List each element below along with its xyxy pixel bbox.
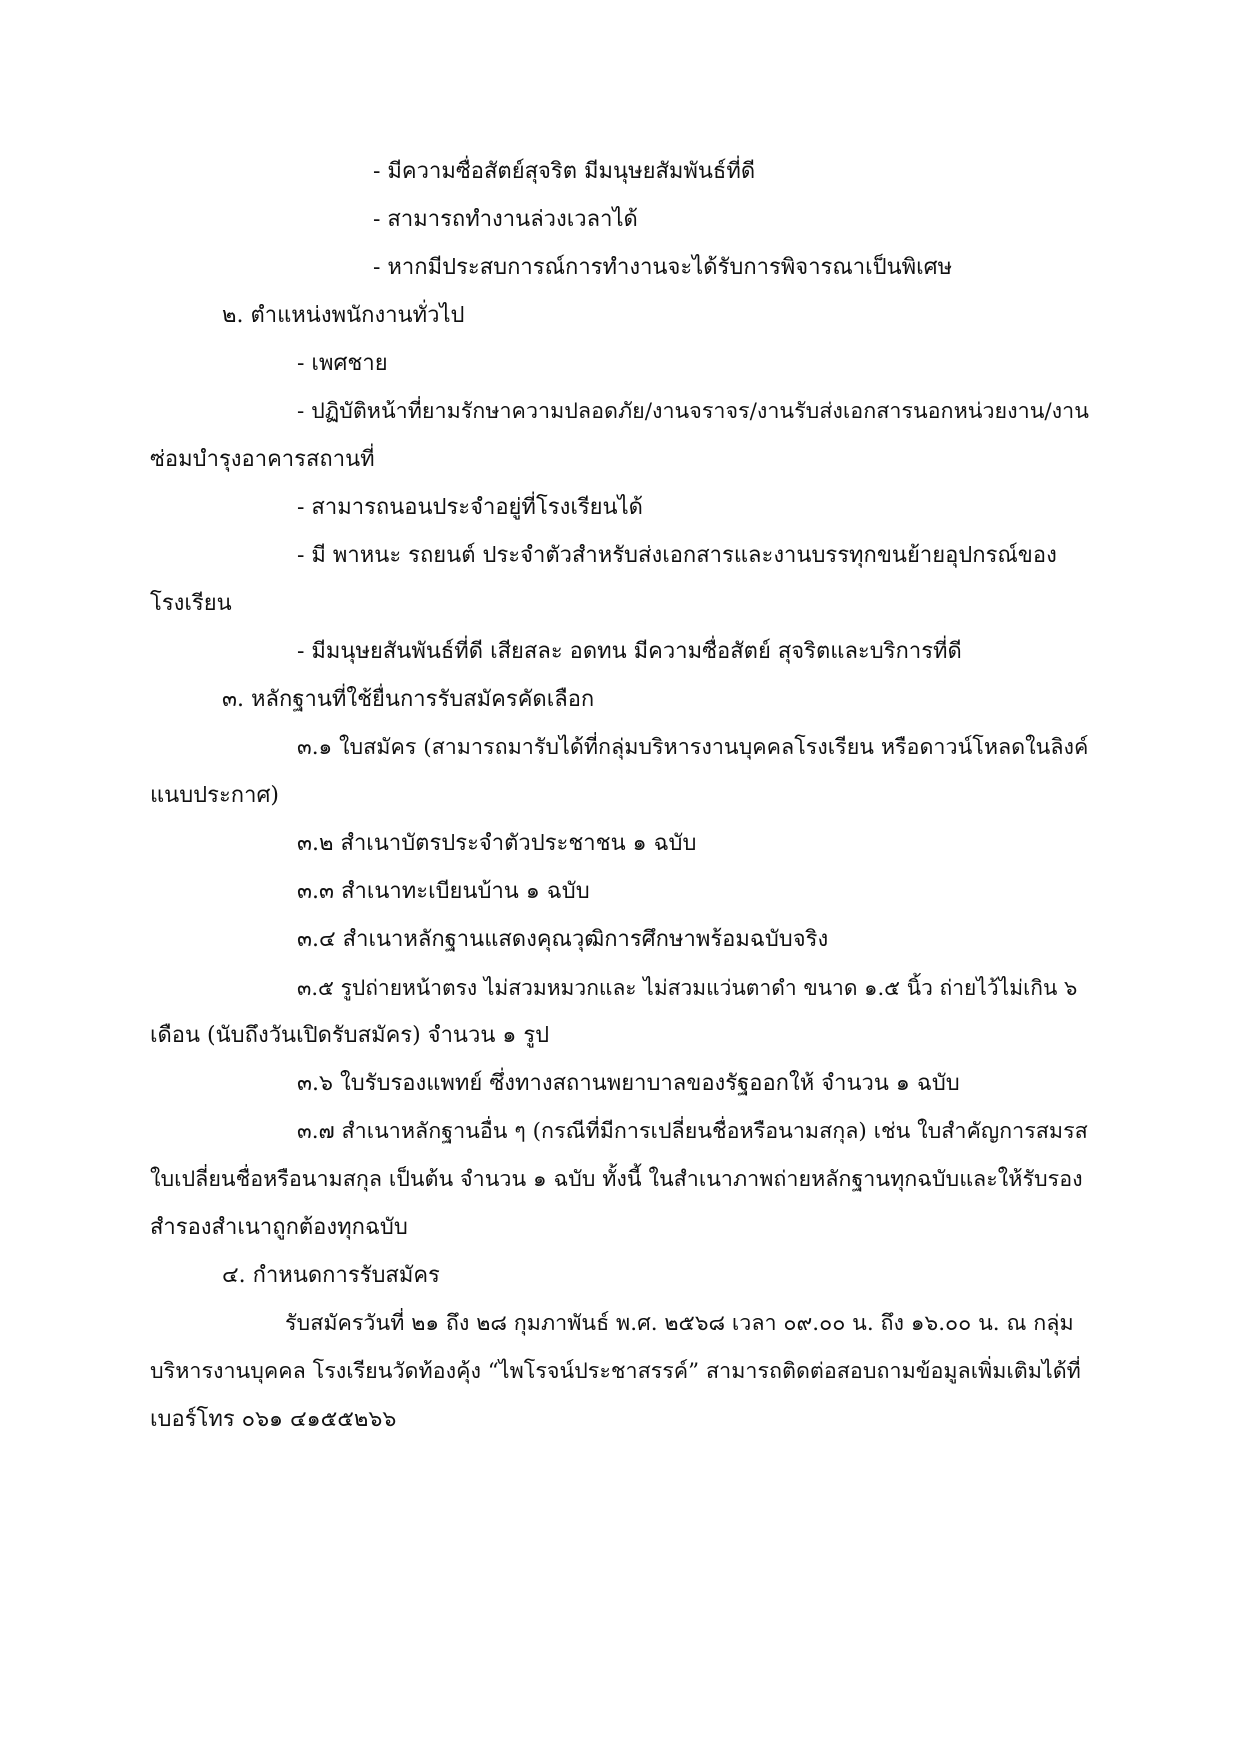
section-2-item: - สามารถนอนประจำอยู่ที่โรงเรียนได้ xyxy=(297,495,643,520)
section-3-item: ๓.๗ สำเนาหลักฐานอื่น ๆ (กรณีที่มีการเปลี่ยนชื่อหรือนามสกุล) เช่น ใบสำคัญการสมรส xyxy=(297,1119,1088,1144)
application-period-text: รับสมัครวันที่ ๒๑ ถึง ๒๘ กุมภาพันธ์ พ.ศ. ๒๕๖๘ เวลา ๐๙.๐๐ น. ถึง ๑๖.๐๐ น. ณ กลุ่ม xyxy=(285,1311,1074,1336)
requirement-honesty: - มีความซื่อสัตย์สุจริต มีมนุษยสัมพันธ์ที่ดี xyxy=(373,159,756,184)
section-3-item: ๓.๓ สำเนาทะเบียนบ้าน ๑ ฉบับ xyxy=(297,879,590,904)
section-3-item: ๓.๔ สำเนาหลักฐานแสดงคุณวุฒิการศึกษาพร้อมฉบับจริง xyxy=(297,927,829,952)
section-2-item: - มีมนุษยสันพันธ์ที่ดี เสียสละ อดทน มีความซื่อสัตย์ สุจริตและบริการที่ดี xyxy=(297,639,962,664)
section-3-item: ๓.๑ ใบสมัคร (สามารถมารับได้ที่กลุ่มบริหารงานบุคคลโรงเรียน หรือดาวน์โหลดในลิงค์ xyxy=(297,735,1089,760)
section-2-item-continuation: ซ่อมบำรุงอาคารสถานที่ xyxy=(150,447,375,472)
section-2-item: - มี พาหนะ รถยนต์ ประจำตัวสำหรับส่งเอกสารและงานบรรทุกขนย้ายอุปกรณ์ของ xyxy=(297,543,1057,568)
section-3-item-continuation: แนบประกาศ) xyxy=(150,783,280,808)
section-3-item: ๓.๒ สำเนาบัตรประจำตัวประชาชน ๑ ฉบับ xyxy=(297,831,697,856)
section-2-item-continuation: โรงเรียน xyxy=(150,591,232,616)
application-location-text: บริหารงานบุคคล โรงเรียนวัดท้องคุ้ง “ไพโรจน์ประชาสรรค์” สามารถติดต่อสอบถามข้อมูลเพิ่มเติมได้ที่ xyxy=(150,1359,1081,1384)
section-3-item-continuation: เดือน (นับถึงวันเปิดรับสมัคร) จำนวน ๑ รูป xyxy=(150,1023,550,1048)
section-3-item-continuation: สำรองสำเนาถูกต้องทุกฉบับ xyxy=(150,1215,408,1240)
section-2-heading: ๒. ตำแหน่งพนักงานทั่วไป xyxy=(222,303,465,328)
section-3-item: ๓.๕ รูปถ่ายหน้าตรง ไม่สวมหมวกและ ไม่สวมแว่นตาดำ ขนาด ๑.๕ นิ้ว ถ่ายไว้ไม่เกิน ๖ xyxy=(297,976,1078,1000)
section-3-heading: ๓. หลักฐานที่ใช้ยื่นการรับสมัครคัดเลือก xyxy=(222,687,595,712)
section-3-item: ๓.๖ ใบรับรองแพทย์ ซึ่งทางสถานพยาบาลของรัฐออกให้ จำนวน ๑ ฉบับ xyxy=(297,1071,960,1096)
section-3-item-continuation: ใบเปลี่ยนชื่อหรือนามสกุล เป็นต้น จำนวน ๑ ฉบับ ทั้งนี้ ในสำเนาภาพถ่ายหลักฐานทุกฉบับและให้รับรอง xyxy=(150,1167,1083,1192)
section-2-item: - เพศชาย xyxy=(297,351,388,376)
requirement-experience: - หากมีประสบการณ์การทำงานจะได้รับการพิจารณาเป็นพิเศษ xyxy=(373,255,953,280)
section-4-heading: ๔. กำหนดการรับสมัคร xyxy=(222,1263,440,1288)
section-2-item: - ปฏิบัติหน้าที่ยามรักษาความปลอดภัย/งานจราจร/งานรับส่งเอกสารนอกหน่วยงาน/งาน xyxy=(297,399,1089,424)
contact-phone-text: เบอร์โทร ๐๖๑ ๔๑๕๕๒๖๖ xyxy=(150,1407,397,1432)
requirement-overtime: - สามารถทำงานล่วงเวลาได้ xyxy=(373,207,638,232)
